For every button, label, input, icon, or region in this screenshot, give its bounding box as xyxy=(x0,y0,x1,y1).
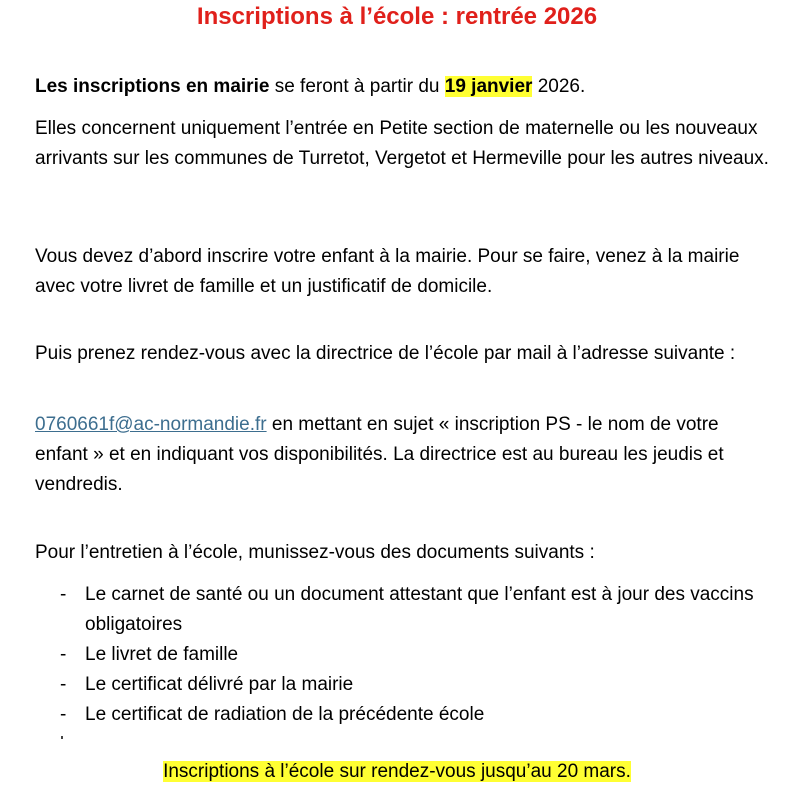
stray-list-mark xyxy=(61,736,63,739)
list-item-text: Le certificat délivré par la mairie xyxy=(85,674,354,695)
email-paragraph xyxy=(35,410,775,500)
intro-middle: se feront à partir du xyxy=(269,76,445,97)
list-item xyxy=(0,700,794,730)
list-item xyxy=(0,640,794,670)
footer-highlight: Inscriptions à l’école sur rendez-vous jusqu’au 20 mars. xyxy=(163,761,631,782)
email-link[interactable]: 0760661f@ac-normandie.fr xyxy=(35,414,267,435)
intro-bold-lead: Les inscriptions en mairie xyxy=(35,76,270,97)
email-instructions: en mettant en sujet « inscription PS - le nom de votre enfant » et en indiquant vos disponibilités. La directrice est au bureau les jeudis et vendredis. xyxy=(35,414,724,495)
list-dash: - xyxy=(60,674,67,695)
intro-end: 2026. xyxy=(532,76,586,97)
footer-note xyxy=(0,757,794,787)
list-item-text: Le certificat de radiation de la précédente école xyxy=(85,704,485,725)
list-item-text: Le carnet de santé ou un document attestant que l’enfant est à jour des vaccins obligatoires xyxy=(85,584,754,635)
concern-paragraph: Elles concernent uniquement l’entrée en Petite section de maternelle ou les nouveaux arrivants sur les communes de Turretot, Vergetot et Hermeville pour les autres niveaux. xyxy=(35,118,769,169)
documents-intro: Pour l’entretien à l’école, munissez-vous des documents suivants : xyxy=(35,542,595,563)
page-title: Inscriptions à l’école : rentrée 2026 xyxy=(196,3,598,30)
documents-list xyxy=(0,580,794,730)
date-highlight: 19 janvier xyxy=(444,76,533,97)
intro-paragraph xyxy=(35,72,775,102)
list-item xyxy=(0,580,794,640)
mairie-paragraph: Vous devez d’abord inscrire votre enfant à la mairie. Pour se faire, venez à la mairie avec votre livret de famille et un justificatif de domicile. xyxy=(35,246,740,297)
list-item xyxy=(0,670,794,700)
rdv-paragraph: Puis prenez rendez-vous avec la directrice de l’école par mail à l’adresse suivante : xyxy=(35,343,736,364)
list-item-text: Le livret de famille xyxy=(85,644,239,665)
list-dash: - xyxy=(60,584,67,605)
list-dash: - xyxy=(60,704,67,725)
list-dash: - xyxy=(60,644,67,665)
